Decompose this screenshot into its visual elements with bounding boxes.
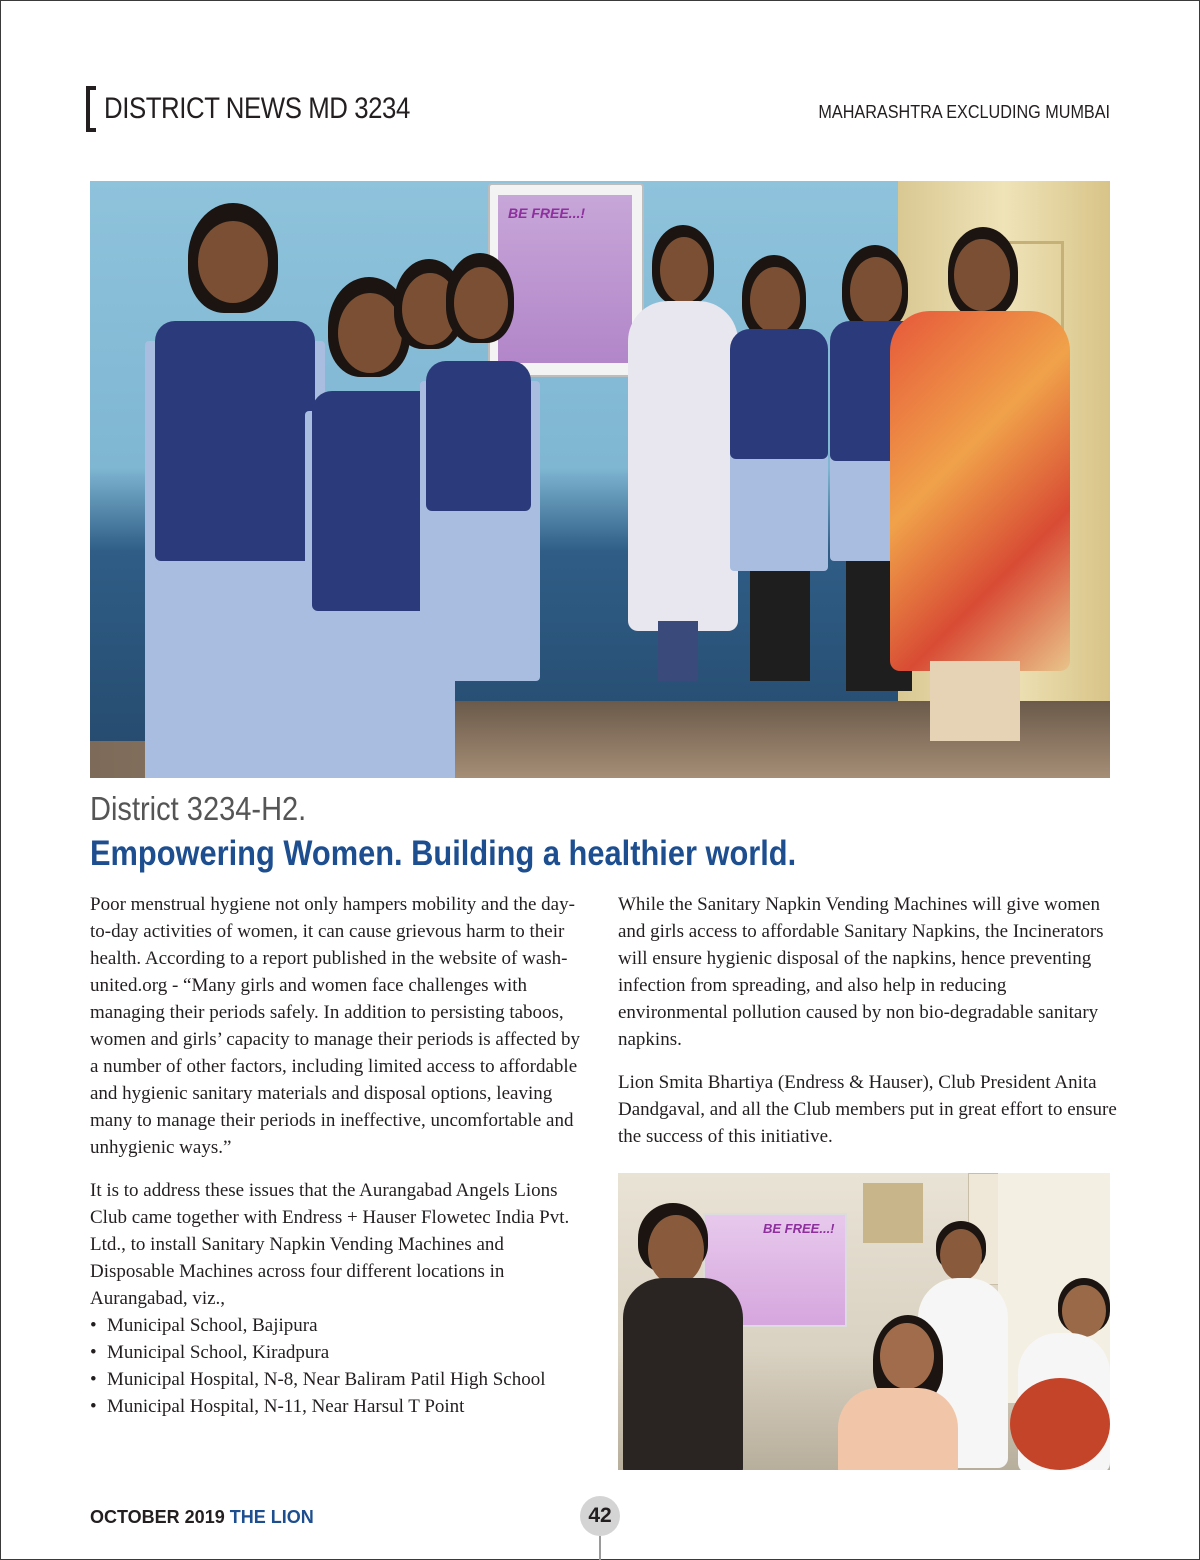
paragraph: Lion Smita Bhartiya (Endress & Hauser), Club President Anita Dandgaval, and all the Club members put in great effort to ensure the success of this initiative. [618,1072,1117,1147]
header-bracket [86,86,96,132]
list-item: • Municipal Hospital, N-8, Near Baliram Patil High School [90,1366,590,1393]
list-item: • Municipal Hospital, N-11, Near Harsul T Point [90,1393,590,1420]
left-column [90,891,590,1420]
page-number: 42 [580,1496,620,1536]
page-number-stem [599,1536,601,1560]
paragraph: While the Sanitary Napkin Vending Machines will give women and girls access to affordable Sanitary Napkins, the Incinerators will ensure hygienic disposal of the napkins, hence preventing infection from spreading, and also help in reducing environmental pollution caused by non bio-degradable sanitary napkins. [618,894,1104,1050]
region-label: MAHARASHTRA EXCLUDING MUMBAI [818,102,1110,122]
list-item: • Municipal School, Bajipura [90,1312,590,1339]
footer-issue [90,1507,314,1528]
magazine-name: THE LION [229,1507,314,1527]
location-list [90,1312,590,1420]
section-title: DISTRICT NEWS MD 3234 [104,92,410,125]
issue-date: OCTOBER 2019 [90,1507,225,1527]
right-column [618,891,1118,1166]
secondary-photo [618,1173,1110,1470]
machine-label: BE FREE...! [508,205,586,221]
machine-label: BE FREE...! [763,1221,835,1236]
paragraph: Poor menstrual hygiene not only hampers mobility and the day-to-day activities of women, it can cause grievous harm to their health. According to a report published in the website of wash-united.org - “Many girls and women face challenges with managing their periods safely. In addition to persisting taboos, women and girls’ capacity to manage their periods is affected by a number of other factors, including limited access to affordable and hygienic sanitary materials and disposal options, leaving many to manage their periods in ineffective, uncomfortable and unhygienic ways.” [90,894,580,1158]
district-heading: District 3234-H2. [90,790,307,827]
paragraph: It is to address these issues that the Aurangabad Angels Lions Club came together with Endress + Hauser Flowetec India Pvt. Ltd., to install Sanitary Napkin Vending Machines and Disposable Machines across four different locations in Aurangabad, viz., [90,1180,570,1309]
list-item: • Municipal School, Kiradpura [90,1339,590,1366]
main-photo [90,181,1110,778]
article-headline: Empowering Women. Building a healthier world. [90,834,797,873]
